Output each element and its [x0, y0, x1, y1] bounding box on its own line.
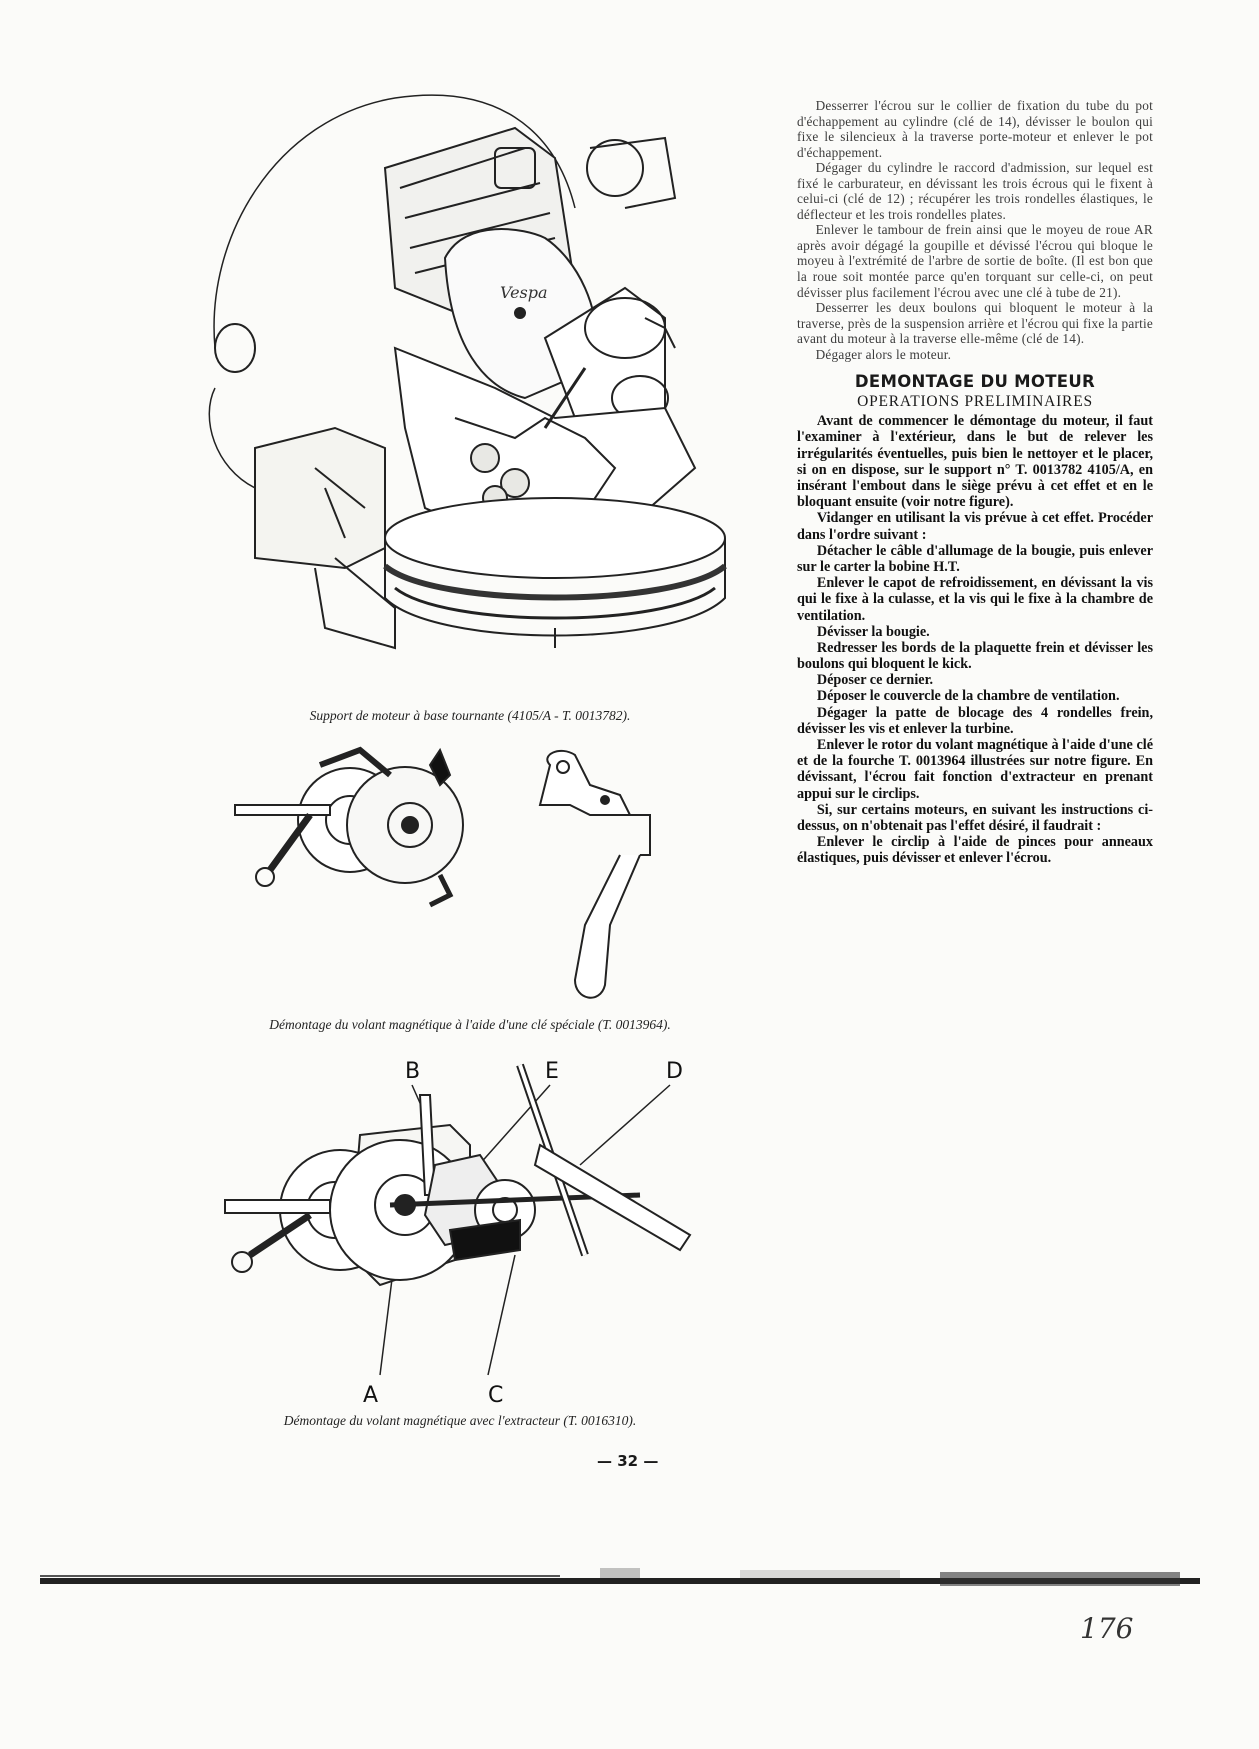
paragraph-rotor: Enlever le rotor du volant magnétique à l'aide d'une clé et de la fourche T. 0013964 illustrées sur notre figure. En dévissant, l'écrou fait fonction d'extracteur en prenant appui sur le circlips. — [797, 737, 1153, 802]
paragraph-remove-engine: Dégager alors le moteur. — [815, 346, 952, 362]
figure-caption-stand: Support de moteur à base tournante (4105/A - T. 0013782). — [309, 708, 631, 723]
paragraph-remove-kick: Déposer ce dernier. — [816, 672, 934, 689]
section-heading: DEMONTAGE DU MOTEUR — [854, 372, 1096, 392]
label-b: B — [405, 1059, 421, 1084]
paragraph-exhaust: Desserrer l'écrou sur le collier de fixation du tube du pot d'échappement au cylindre (clé de 14), dévisser le boulon qui fixe le silencieux à la traverse porte-moteur et enlever le pot d'échappement. — [797, 98, 1153, 160]
label-a: A — [363, 1383, 379, 1405]
handwritten-page-stamp: 176 — [1080, 1612, 1134, 1645]
label-c: C — [488, 1383, 504, 1405]
page-number: — 32 — — [597, 1452, 659, 1470]
flywheel-wrench-illustration — [230, 745, 690, 1015]
label-d: D — [666, 1059, 683, 1084]
figure-caption-wrench: Démontage du volant magnétique à l'aide d'une clé spéciale (T. 0013964). — [269, 1017, 671, 1032]
figure-caption-extractor: Démontage du volant magnétique avec l'extracteur (T. 0016310). — [283, 1413, 637, 1428]
flywheel-extractor-illustration — [220, 1055, 700, 1405]
paragraph-drain: Vidanger en utilisant la vis prévue à cet effet. Procéder dans l'ordre suivant : — [797, 510, 1153, 543]
paragraph-spark-cable: Détacher le câble d'allumage de la bougie, puis enlever sur le carter la bobine H.T. — [797, 542, 1153, 575]
section-subheading: OPERATIONS PRELIMINAIRES — [857, 393, 1093, 411]
paragraph-intake: Dégager du cylindre le raccord d'admission, sur lequel est fixé le carburateur, en dévissant les trois écrous qui le fixent à celui-ci (clé de 12) ; récupérer les trois rondelles élastiques, le déflecteur et les trois rondelles plates. — [797, 160, 1153, 222]
paragraph-brake-drum: Enlever le tambour de frein ainsi que le moyeu de roue AR après avoir dégagé la goupille et dévissé l'écrou qui bloque le moyeu à l'extrémité de l'arbre de sortie de boîte. (Il est bon que la roue soit montée parce qu'en torquant sur celle-ci, on peut dévisser plus facilement l'écrou avec une clé à tube de 21). — [797, 222, 1153, 300]
label-e: E — [545, 1059, 559, 1084]
paragraph-alternative: Si, sur certains moteurs, en suivant les instructions ci-dessus, on n'obtenait pas l'effet désiré, il faudrait : — [797, 801, 1153, 834]
paragraph-engine-bolts: Desserrer les deux boulons qui bloquent le moteur à la traverse, près de la suspension arrière et l'écrou qui fixe la partie avant du moteur à la traverse elle-même (clé de 14). — [797, 300, 1153, 347]
vespa-badge-text: Vespa — [500, 283, 548, 302]
engine-stand-illustration — [195, 88, 755, 698]
paragraph-circlip: Enlever le circlip à l'aide de pinces pour anneaux élastiques, puis dévisser et enlever l'écrou. — [797, 834, 1153, 867]
paragraph-before-start: Avant de commencer le démontage du moteur, il faut l'examiner à l'extérieur, dans le but de relever les irrégularités éventuelles, puis bien le nettoyer et le placer, si on en dispose, sur le support n° T. 0013782 4105/A, en insérant l'embout dans le siège prévu à cet effet et en le bloquant ensuite (voir notre figure). — [797, 413, 1153, 511]
paragraph-turbine: Dégager la patte de blocage des 4 rondelles frein, dévisser les vis et enlever la turbine. — [797, 704, 1153, 737]
scan-edge-band — [40, 1560, 1200, 1600]
paragraph-spark-plug: Dévisser la bougie. — [816, 623, 930, 640]
paragraph-kick: Redresser les bords de la plaquette frein et dévisser les boulons qui bloquent le kick. — [797, 639, 1153, 673]
paragraph-cooling-cover: Enlever le capot de refroidissement, en dévissant la vis qui le fixe à la culasse, et la vis qui le fixe à la chambre de ventilation. — [797, 575, 1153, 624]
paragraph-vent-cover: Déposer le couvercle de la chambre de ventilation. — [816, 688, 1120, 705]
text-column — [797, 98, 1153, 867]
